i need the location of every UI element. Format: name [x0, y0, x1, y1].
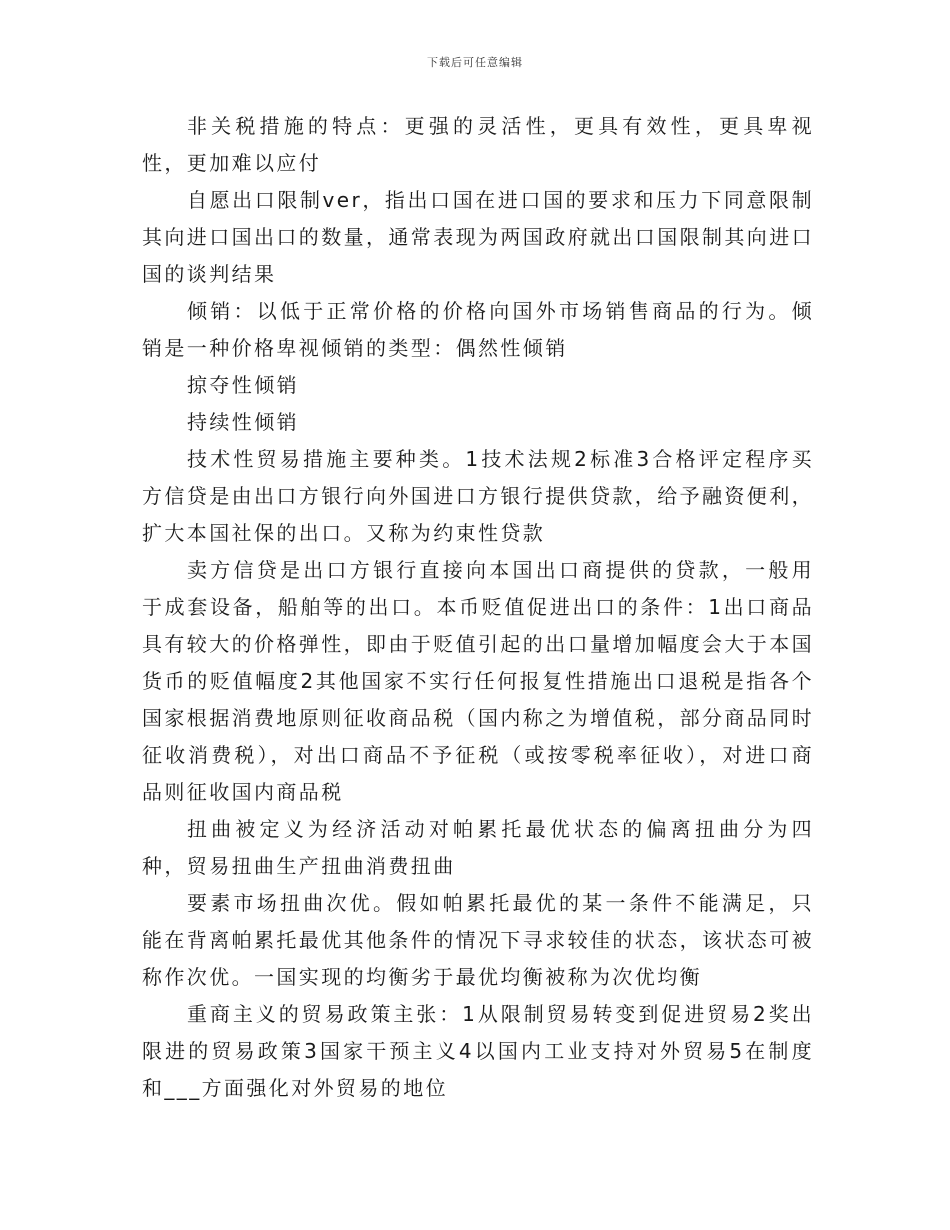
paragraph-dumping: 倾销：以低于正常价格的价格向国外市场销售商品的行为。倾销是一种价格卑视倾销的类型：偶然性倾销: [142, 299, 814, 360]
paragraph-distortion: 扭曲被定义为经济活动对帕累托最优状态的偏离扭曲分为四种，贸易扭曲生产扭曲消费扭曲: [142, 817, 814, 878]
paragraph-voluntary-export-restraint: 自愿出口限制ver，指出口国在进口国的要求和压力下同意限制其向进口国出口的数量，通常表现为两国政府就出口国限制其向进口国的谈判结果: [142, 188, 814, 286]
paragraph-predatory-dumping: 掠夺性倾销: [187, 373, 299, 397]
paragraph-seller-credit: 卖方信贷是出口方银行直接向本国出口商提供的贷款，一般用于成套设备，船舶等的出口。本币贬值促进出口的条件：1出口商品具有较大的价格弹性，即由于贬值引起的出口量增加幅度会大于本国货币的贬值幅度2其他国家不实行任何报复性措施出口退税是指各个国家根据消费地原则征收商品税（国内称之为增值税，部分商品同时征收消费税），对出口商品不予征税（或按零税率征收），对进口商品则征收国内商品税: [142, 558, 814, 804]
page-header: 下载后可任意编辑: [427, 56, 523, 69]
paragraph-persistent-dumping: 持续性倾销: [187, 410, 299, 434]
paragraph-technical-trade-measures: 技术性贸易措施主要种类。1技术法规2标准3合格评定程序买方信贷是由出口方银行向外国进口方银行提供贷款，给予融资便利，扩大本国社保的出口。又称为约束性贷款: [142, 447, 814, 545]
paragraph-mercantilism: 重商主义的贸易政策主张：1从限制贸易转变到促进贸易2奖出限进的贸易政策3国家干预主义4以国内工业支持对外贸易5在制度和___方面强化对外贸易的地位: [142, 1002, 814, 1100]
document-body: [142, 108, 814, 1107]
paragraph-nontariff-features: 非关税措施的特点：更强的灵活性，更具有效性，更具卑视性，更加难以应付: [142, 114, 814, 175]
paragraph-second-best: 要素市场扭曲次优。假如帕累托最优的某一条件不能满足，只能在背离帕累托最优其他条件的情况下寻求较佳的状态，该状态可被称作次优。一国实现的均衡劣于最优均衡被称为次优均衡: [142, 891, 814, 989]
